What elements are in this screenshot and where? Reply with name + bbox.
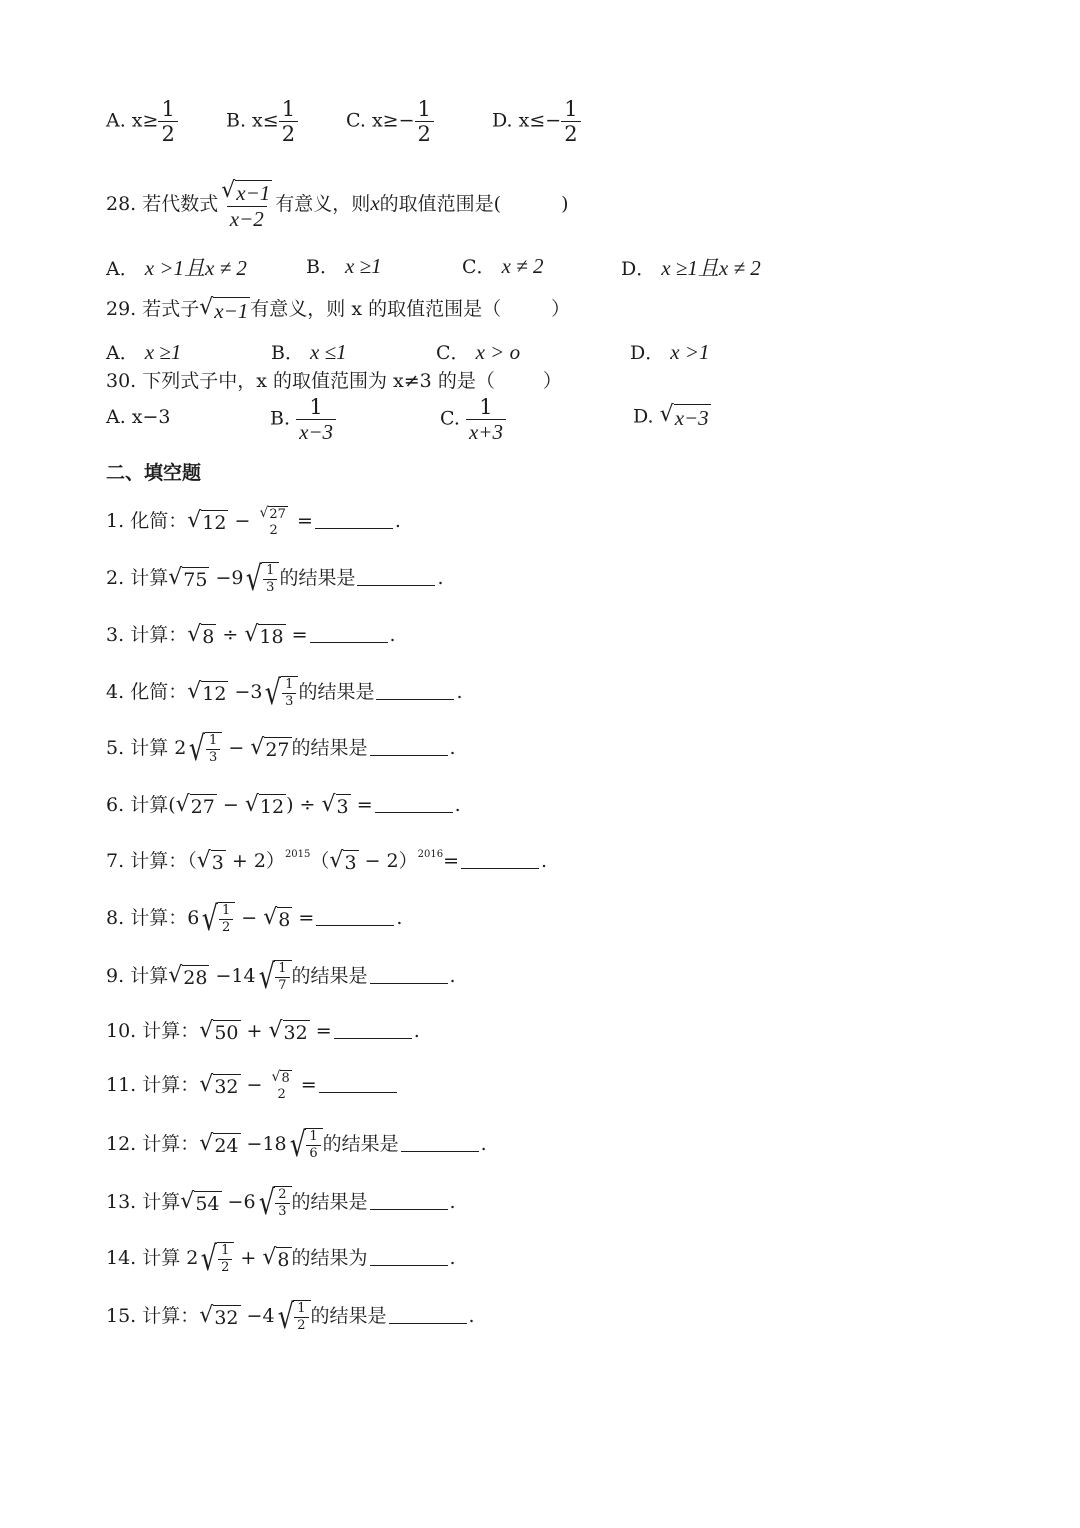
fill-2-den: 3 xyxy=(263,579,277,595)
fill-6-r2: 12 xyxy=(259,796,285,818)
fill-7-r2: 3 xyxy=(344,852,357,874)
fill-14-tail: 的结果为 xyxy=(291,1247,368,1269)
fill-2-num: 1 xyxy=(266,563,275,578)
fill-8-r2: 8 xyxy=(278,909,291,931)
fill-9-blank[interactable] xyxy=(370,967,448,984)
q29-c-label: C． xyxy=(436,342,470,364)
fill-9-r1: 28 xyxy=(183,967,208,989)
q29-a-text: x ≥1 xyxy=(144,340,182,364)
fill-12-r1: 24 xyxy=(214,1135,239,1157)
q27-a-label: A. x≥ xyxy=(106,109,159,132)
fill-2-r1: 75 xyxy=(183,569,208,591)
q27-d-label: D. x≤− xyxy=(492,109,562,132)
q28-prefix: 28. 若代数式 xyxy=(106,192,219,215)
fill-2-label: 计算 xyxy=(130,567,169,589)
q28-option-d xyxy=(621,252,761,282)
fill-4-label: 化简： xyxy=(130,681,188,703)
fill-2-tail: 的结果是 xyxy=(279,567,356,589)
fill-3-blank[interactable] xyxy=(310,626,388,643)
fill-6-blank[interactable] xyxy=(375,796,453,813)
q29-b-text: x ≤1 xyxy=(310,340,347,364)
fill-3-eq: = xyxy=(291,624,308,646)
fill-3-op: ÷ xyxy=(222,624,239,646)
fill-5-blank[interactable] xyxy=(370,739,448,756)
q29-option-a xyxy=(106,338,181,365)
q28-fraction xyxy=(218,180,275,230)
fill-1-eq: = xyxy=(296,510,313,532)
q30-c-num: 1 xyxy=(479,395,493,419)
fill-1-label: 化简： xyxy=(130,510,188,532)
fill-item-11: 11. 计算： √ 32 − √ 8 2 = xyxy=(106,1070,399,1110)
fill-4-number: 4. xyxy=(106,681,125,703)
fill-item-4: 4. 化简： √ 12 −3 √ $\frac{1}{3}$ 的结果是 . xyxy=(106,673,463,713)
fill-2-blank[interactable] xyxy=(357,569,435,586)
q30-close: ） xyxy=(542,370,562,392)
fill-9-number: 9. xyxy=(106,965,125,987)
fill-8-label: 计算：6 xyxy=(130,907,200,929)
fill-11-r1: 32 xyxy=(214,1076,239,1098)
fill-7-e1: 2015 xyxy=(284,849,311,860)
q29-d-text: x >1 xyxy=(670,340,710,364)
fill-6-label: 计算 xyxy=(130,794,169,816)
q27-option-c xyxy=(346,98,434,145)
fill-8-den: 2 xyxy=(219,919,233,935)
fill-5-end: . xyxy=(449,737,456,759)
fill-4-end: . xyxy=(456,681,463,703)
fill-14-blank[interactable] xyxy=(370,1249,448,1266)
q29-suffix: 有意义，则 x 的取值范围是（ xyxy=(250,298,502,320)
q29-option-d xyxy=(630,338,710,365)
fill-14-num: 1 xyxy=(221,1243,230,1258)
fill-3-r2: 18 xyxy=(259,626,284,648)
fill-6-div: ÷ xyxy=(299,794,316,816)
fill-10-label: 计算： xyxy=(142,1020,200,1042)
fill-3-r1: 8 xyxy=(202,626,215,648)
q27-c-num: 1 xyxy=(417,97,431,121)
q27-d-fraction xyxy=(561,98,580,145)
fill-7-e2: 2016 xyxy=(417,849,444,860)
q30-option-a: A. x−3 xyxy=(106,406,171,428)
q27-option-b xyxy=(226,98,298,145)
fill-3-end: . xyxy=(389,624,396,646)
fill-12-num: 1 xyxy=(309,1129,318,1144)
fill-7-number: 7. xyxy=(106,850,125,872)
fill-5-r2: 27 xyxy=(265,739,290,761)
fill-12-den: 6 xyxy=(306,1145,320,1161)
q28-c-text: x ≠ 2 xyxy=(501,254,544,278)
q27-option-d xyxy=(492,98,581,145)
q29-close: ） xyxy=(551,298,571,320)
fill-4-r1: 12 xyxy=(202,683,227,705)
fill-11-label: 计算： xyxy=(142,1074,200,1096)
fill-10-op: + xyxy=(246,1020,263,1042)
fill-6-op: − xyxy=(222,794,239,816)
q27-b-num: 1 xyxy=(281,97,296,121)
q30-c-label: C. xyxy=(440,407,460,430)
fill-8-eq: = xyxy=(298,907,315,929)
q28-c-label: C． xyxy=(462,256,496,278)
fill-1-r1: 12 xyxy=(202,512,227,534)
fill-9-den: 7 xyxy=(275,977,289,993)
fill-15-op: −4 xyxy=(246,1305,275,1327)
fill-1-minus: − xyxy=(234,510,251,532)
fill-10-end: . xyxy=(413,1020,420,1042)
fill-1-blank[interactable] xyxy=(315,512,393,529)
fill-12-blank[interactable] xyxy=(401,1135,479,1152)
q28-question xyxy=(106,180,568,230)
fill-12-label: 计算： xyxy=(142,1133,200,1155)
q29-option-c xyxy=(436,338,520,365)
q27-c-den: 2 xyxy=(415,121,434,145)
q30-text: 30. 下列式子中，x 的取值范围为 x≠3 的是（ xyxy=(106,370,495,392)
fill-item-5: 5. 计算 2 √ $\frac{1}{3}$ − √ 27 的结果是 . xyxy=(106,729,456,769)
fill-6-close: ) xyxy=(286,794,294,816)
section-title: 二、填空题 xyxy=(106,462,202,484)
q29-prefix: 29. 若式子 xyxy=(106,298,200,320)
fill-15-tail: 的结果是 xyxy=(310,1305,387,1327)
fill-2-end: . xyxy=(437,567,444,589)
q30-b-num: 1 xyxy=(309,395,323,419)
q28-suffix-b: 的取值范围是( xyxy=(379,192,502,215)
q28-b-text: x ≥1 xyxy=(345,254,382,278)
q28-a-text: x >1且x ≠ 2 xyxy=(144,256,247,280)
fill-4-den: 3 xyxy=(282,693,296,709)
fill-1-den: 2 xyxy=(269,523,278,538)
q28-var: x xyxy=(370,190,380,215)
fill-8-blank[interactable] xyxy=(316,909,394,926)
fill-8-num: 1 xyxy=(221,903,231,918)
q29-sqrt: √ x−1 xyxy=(199,294,249,323)
fill-item-7: 7. 计算：（ √ 3 + 2）$^{2015}$（ √ 3 − 2）$^{2016}$= . xyxy=(106,848,548,874)
fill-15-number: 15. xyxy=(106,1305,137,1327)
fill-item-13: 13. 计算 √ 54 −6 √ $\frac{2}{3}$ 的结果是 . xyxy=(106,1183,456,1223)
fill-1-number: 1. xyxy=(106,510,125,532)
fill-2-op: −9 xyxy=(215,567,244,589)
q30-d-label: D. xyxy=(633,405,654,428)
fill-12-end: . xyxy=(480,1133,487,1155)
q29-option-b xyxy=(271,338,347,365)
fill-13-op: −6 xyxy=(227,1191,256,1213)
q30-option-d: D. √ x−3 xyxy=(633,402,709,430)
fill-6-r3: 3 xyxy=(336,796,349,818)
q29-d-label: D． xyxy=(630,342,665,364)
fill-5-tail: 的结果是 xyxy=(291,737,368,759)
q30-option-c xyxy=(440,396,506,443)
fill-10-number: 10. xyxy=(106,1020,137,1042)
fill-6-r1: 27 xyxy=(190,796,215,818)
q28-num-radicand: x−1 xyxy=(236,181,271,206)
q27-c-label: C. x≥− xyxy=(346,109,415,132)
fill-7-open2: （ xyxy=(310,850,330,872)
q29-b-label: B． xyxy=(271,342,304,364)
fill-5-den: 3 xyxy=(206,749,220,765)
fill-15-num: 1 xyxy=(297,1301,306,1316)
q29-a-label: A． xyxy=(106,342,139,364)
fill-9-tail: 的结果是 xyxy=(291,965,368,987)
q27-d-den: 2 xyxy=(561,121,580,145)
fill-1-end: . xyxy=(394,510,401,532)
fill-14-number: 14. xyxy=(106,1247,137,1269)
fill-6-number: 6. xyxy=(106,794,125,816)
q27-b-label: B. x≤ xyxy=(226,109,279,132)
fill-8-number: 8. xyxy=(106,907,125,929)
fill-4-num: 1 xyxy=(285,677,294,692)
fill-12-tail: 的结果是 xyxy=(322,1133,399,1155)
q28-d-text: x ≥1且x ≠ 2 xyxy=(661,256,761,280)
fill-item-14: 14. 计算 2 √ $\frac{1}{2}$ + √ 8 的结果为 . xyxy=(106,1239,456,1279)
q30-d-radicand: x−3 xyxy=(674,406,709,430)
q28-b-label: B． xyxy=(306,256,339,278)
q30-question xyxy=(106,366,562,393)
q27-b-fraction xyxy=(279,98,298,145)
fill-11-op: − xyxy=(246,1074,263,1096)
q27-a-num: 1 xyxy=(161,97,175,121)
fill-6-eq: = xyxy=(356,794,373,816)
fill-8-end: . xyxy=(396,907,403,929)
fill-14-r2: 8 xyxy=(277,1249,290,1271)
fill-10-r2: 32 xyxy=(283,1022,308,1044)
fill-9-num: 1 xyxy=(278,961,287,976)
fill-4-blank[interactable] xyxy=(376,683,454,700)
fill-8-op: − xyxy=(241,907,258,929)
fill-7-p1: + 2） xyxy=(231,850,285,872)
fill-7-eq: = xyxy=(443,850,460,872)
fill-3-label: 计算： xyxy=(130,624,188,646)
q28-den: x−2 xyxy=(227,206,267,230)
fill-13-blank[interactable] xyxy=(370,1193,448,1210)
fill-13-num: 2 xyxy=(278,1187,287,1202)
fill-13-label: 计算 xyxy=(142,1191,181,1213)
fill-4-tail: 的结果是 xyxy=(298,681,375,703)
fill-9-op: −14 xyxy=(215,965,256,987)
fill-9-label: 计算 xyxy=(130,965,169,987)
fill-item-12: 12. 计算： √ 24 −18 √ $\frac{1}{6}$ 的结果是 . xyxy=(106,1125,487,1165)
fill-11-eq: = xyxy=(300,1074,317,1096)
q27-a-fraction xyxy=(158,98,177,145)
q29-c-text: x > o xyxy=(475,340,521,364)
fill-6-end: . xyxy=(454,794,461,816)
fill-9-end: . xyxy=(449,965,456,987)
q30-b-label: B. xyxy=(270,407,291,430)
q28-close: ) xyxy=(561,192,569,215)
q28-a-label: A． xyxy=(106,258,139,280)
fill-2-number: 2. xyxy=(106,567,125,589)
fill-15-r1: 32 xyxy=(214,1307,239,1329)
fill-item-1: 1. 化简： √ 12 − √ 27 2 = . xyxy=(106,505,401,538)
fill-10-eq: = xyxy=(315,1020,332,1042)
fill-14-end: . xyxy=(449,1247,456,1269)
q30-b-den: x−3 xyxy=(296,419,336,443)
q28-suffix-a: 有意义，则 xyxy=(275,192,371,215)
fill-13-number: 13. xyxy=(106,1191,137,1213)
q30-option-b xyxy=(270,396,336,443)
fill-item-3: 3. 计算： √ 8 ÷ √ 18 = . xyxy=(106,622,396,648)
fill-item-10: 10. 计算： √ 50 + √ 32 = . xyxy=(106,1018,420,1044)
fill-item-9: 9. 计算 √ 28 −14 √ $\frac{1}{7}$ 的结果是 . xyxy=(106,957,456,997)
fill-10-blank[interactable] xyxy=(334,1022,412,1039)
q27-option-a xyxy=(106,98,178,145)
fill-item-6: 6. 计算( √ 27 − √ 12 ) ÷ √ 3 = . xyxy=(106,792,461,818)
fill-6-open: ( xyxy=(168,794,176,816)
fill-item-2: 2. 计算 √ 75 −9 √ $\frac{1}{3}$ 的结果是 . xyxy=(106,559,444,599)
fill-12-number: 12. xyxy=(106,1133,137,1155)
fill-13-den: 3 xyxy=(275,1203,289,1219)
q28-num: √ x−1 xyxy=(221,178,271,206)
q27-a-den: 2 xyxy=(158,121,177,145)
fill-14-den: 2 xyxy=(218,1259,232,1275)
fill-15-label: 计算： xyxy=(142,1305,200,1327)
fill-7-end: . xyxy=(541,850,548,872)
fill-14-label: 计算 2 xyxy=(142,1247,199,1269)
fill-7-r1: 3 xyxy=(211,852,224,874)
q27-c-fraction xyxy=(415,98,434,145)
fill-11-blank[interactable] xyxy=(319,1076,397,1093)
q30-c-den: x+3 xyxy=(466,419,506,443)
q29-question xyxy=(106,294,570,324)
q27-d-num: 1 xyxy=(564,97,578,121)
fill-11-den: 2 xyxy=(277,1087,286,1102)
q27-b-den: 2 xyxy=(279,121,298,145)
fill-3-number: 3. xyxy=(106,624,125,646)
fill-7-label: 计算：（ xyxy=(130,850,197,872)
fill-item-8: 8. 计算：6 √ $\frac{1}{2}$ − √ 8 = . xyxy=(106,899,403,939)
fill-1-r2: 27 xyxy=(269,507,286,523)
fill-13-tail: 的结果是 xyxy=(291,1191,368,1213)
fill-15-den: 2 xyxy=(294,1317,308,1333)
fill-5-num: 1 xyxy=(209,733,218,748)
fill-13-end: . xyxy=(449,1191,456,1213)
fill-4-op: −3 xyxy=(234,681,263,703)
q28-option-c xyxy=(462,252,543,279)
fill-11-r2: 8 xyxy=(281,1071,290,1087)
fill-5-op: − xyxy=(228,737,245,759)
fill-11-number: 11. xyxy=(106,1074,137,1096)
fill-13-r1: 54 xyxy=(195,1193,220,1215)
fill-7-p2: − 2） xyxy=(364,850,418,872)
q28-option-b xyxy=(306,252,382,279)
fill-7-blank[interactable] xyxy=(461,852,539,869)
fill-15-end: . xyxy=(468,1305,475,1327)
q28-d-label: D． xyxy=(621,258,656,280)
fill-14-op: + xyxy=(240,1247,257,1269)
q28-option-a xyxy=(106,252,247,282)
fill-15-blank[interactable] xyxy=(389,1307,467,1324)
fill-5-number: 5. xyxy=(106,737,125,759)
q29-radicand: x−1 xyxy=(214,298,249,323)
fill-5-label: 计算 2 xyxy=(130,737,187,759)
fill-10-r1: 50 xyxy=(214,1022,239,1044)
fill-item-15: 15. 计算： √ 32 −4 √ $\frac{1}{2}$ 的结果是 . xyxy=(106,1297,475,1337)
fill-12-op: −18 xyxy=(246,1133,287,1155)
